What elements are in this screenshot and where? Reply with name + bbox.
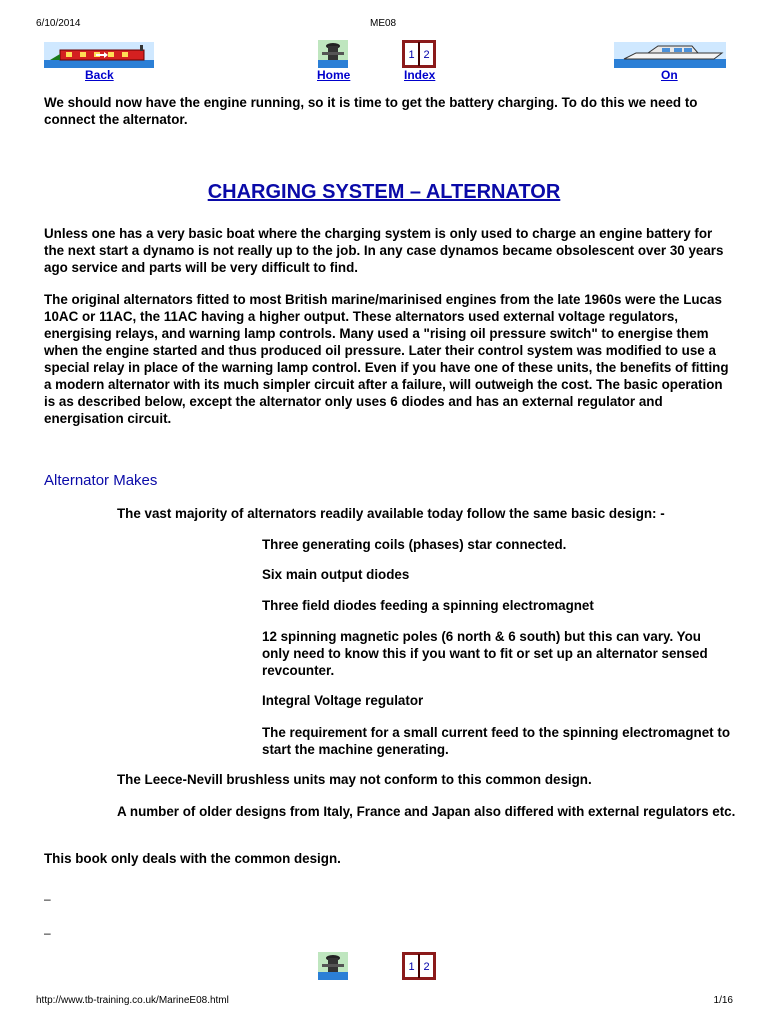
nav-home-bottom[interactable]: [318, 952, 348, 980]
closing-paragraph: This book only deals with the common design.: [44, 851, 341, 866]
section-title: Alternator Makes: [44, 472, 158, 489]
intro-paragraph: We should now have the engine running, so it is time to get the battery charging. To do this we need to connect the alternator.: [44, 95, 698, 127]
section-note: The Leece-Nevill brushless units may not conform to this common design.: [117, 772, 592, 787]
feature-item: Six main output diodes: [262, 567, 410, 582]
print-page-number: 1/16: [713, 995, 733, 1006]
svg-text:2: 2: [423, 49, 430, 61]
on-link[interactable]: On: [661, 68, 678, 82]
nav-index[interactable]: [398, 40, 442, 84]
print-url: http://www.tb-training.co.uk/MarineE08.html: [36, 995, 229, 1006]
svg-text:1: 1: [408, 961, 415, 973]
nav-index-bottom[interactable]: [402, 952, 436, 980]
feature-item: Three generating coils (phases) star connected.: [262, 537, 567, 552]
separator-dash: –: [44, 926, 51, 940]
feature-item: The requirement for a small current feed to the spinning electromagnet to start the machine generating.: [262, 725, 731, 757]
body-paragraph: The original alternators fitted to most British marine/marinised engines from the late 1960s were the Lucas 10AC or 11AC, the 11AC having a higher output. These alternators used external voltage regulators, energising relays, and warning lamp controls. Many used a "rising oil pressure switch" to energise them when the engine started and thus produced oil pressure. Later their control system was modified to use a special relay in place of the warning lamp control. Even if you have one of these units, the benefits of fitting a modern alternator with its much simpler circuit after a failure, will outweigh the cost. The basic operation is as described below, except the alternator only uses 6 diodes and has an external regulator and energisation circuit.: [44, 292, 729, 426]
separator-dash: –: [44, 892, 51, 906]
print-date: 6/10/2014: [36, 18, 81, 29]
svg-text:2: 2: [423, 961, 430, 973]
index-book-icon: [402, 952, 436, 985]
nav-home[interactable]: [310, 40, 358, 84]
home-link[interactable]: Home: [317, 68, 351, 82]
section-note: A number of older designs from Italy, France and Japan also differed with external regulators etc.: [117, 804, 736, 819]
section-lead: The vast majority of alternators readily available today follow the same basic design: -: [117, 506, 665, 521]
page-title: CHARGING SYSTEM – ALTERNATOR: [207, 181, 561, 203]
svg-text:1: 1: [408, 49, 415, 61]
nav-back[interactable]: [44, 40, 154, 84]
feature-item: 12 spinning magnetic poles (6 north & 6 south) but this can vary. You only need to know this if you want to fit or set up an alternator sensed revcounter.: [262, 629, 708, 678]
index-link[interactable]: Index: [404, 68, 436, 82]
print-title: ME08: [370, 18, 397, 29]
nav-on[interactable]: [614, 40, 726, 84]
back-link[interactable]: Back: [85, 68, 114, 82]
home-bollard-icon: [318, 952, 348, 985]
feature-item: Three field diodes feeding a spinning electromagnet: [262, 598, 594, 613]
feature-item: Integral Voltage regulator: [262, 693, 424, 708]
body-paragraph: Unless one has a very basic boat where the charging system is only used to charge an engine battery for the next start a dynamo is not really up to the job. In any case dynamos became obsolescent over 30 years ago service and parts will be very difficult to find.: [44, 226, 724, 275]
